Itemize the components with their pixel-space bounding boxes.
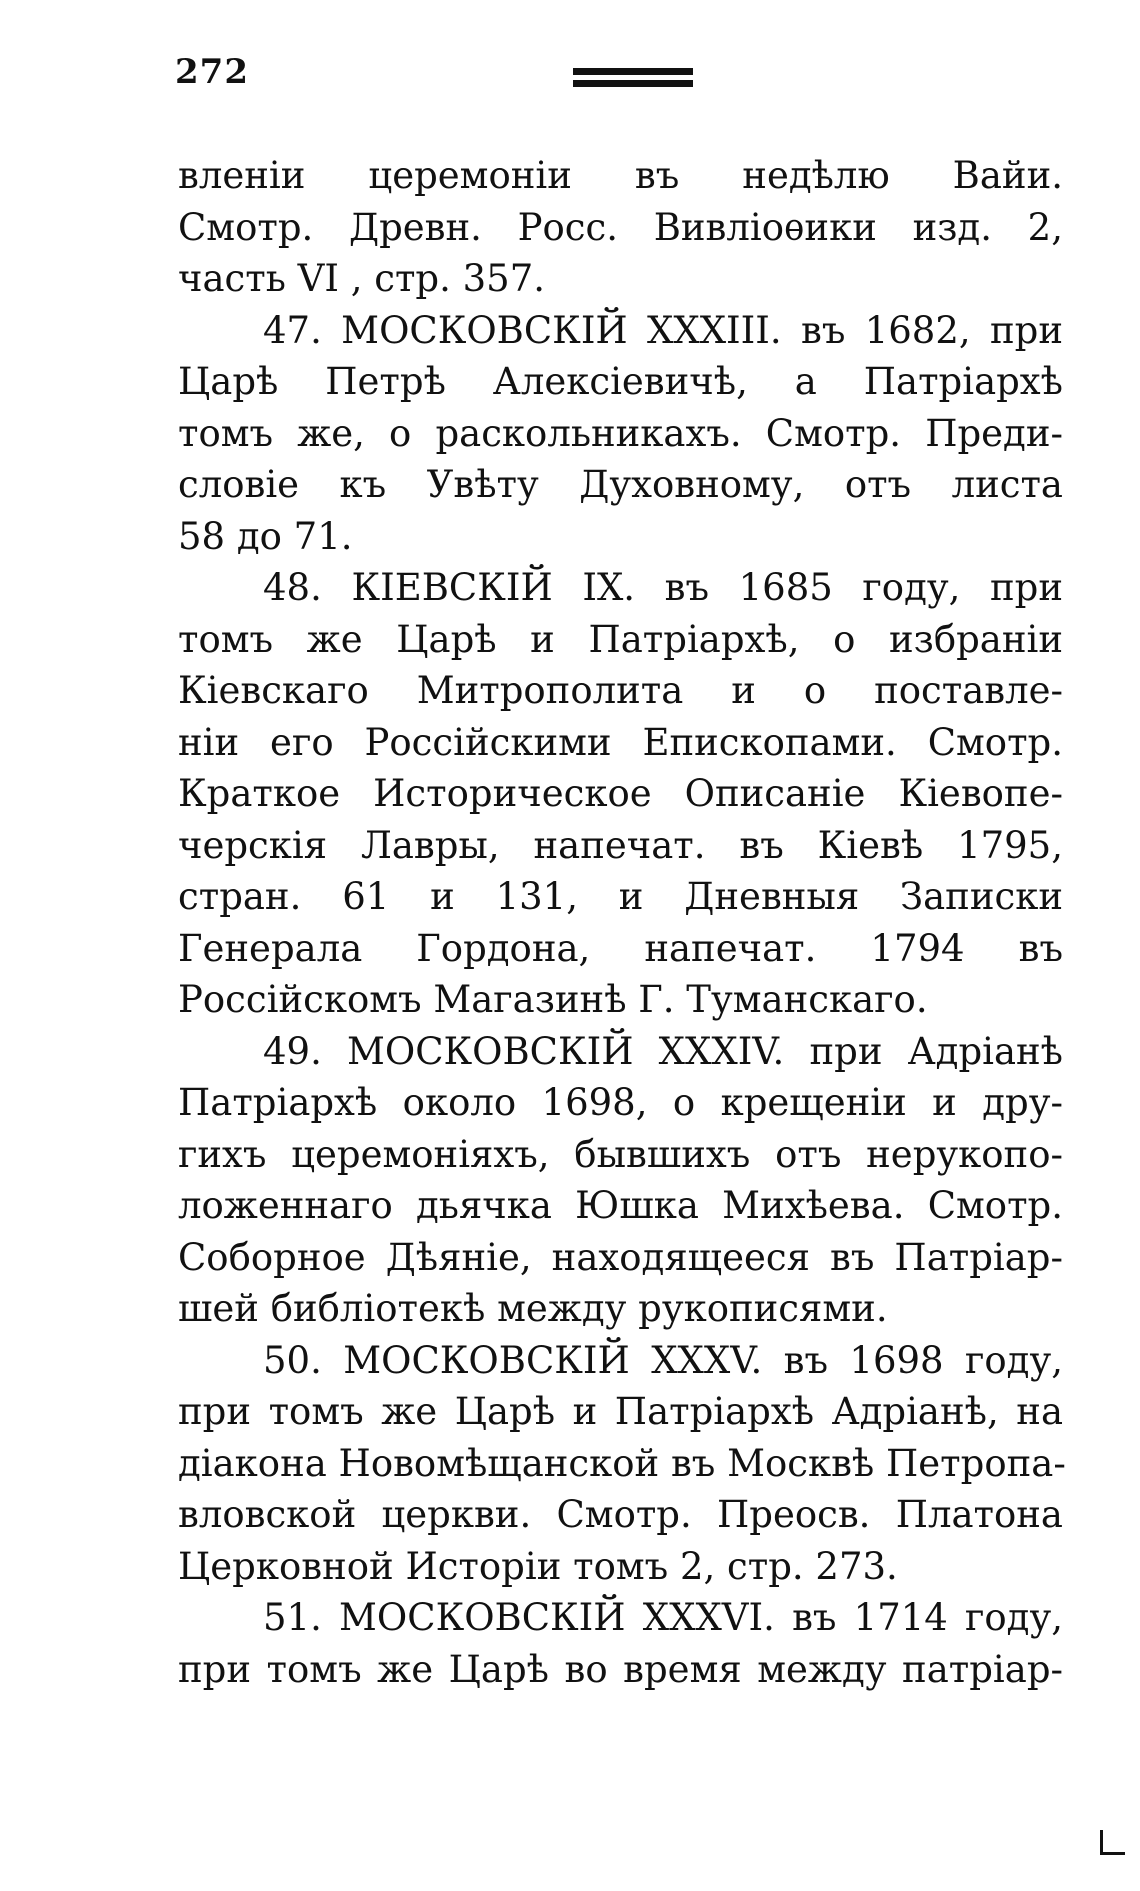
text-line: при томъ же Царѣ и Патріархѣ Адріанѣ, на bbox=[178, 1390, 1063, 1433]
text-line: томъ же Царѣ и Патріархѣ, о избраніи bbox=[178, 617, 1063, 661]
text-line: Россійскомъ Магазинѣ Г. Туманскаго. bbox=[178, 978, 928, 1021]
body-text bbox=[178, 150, 1066, 1695]
text-line: діакона Новомѣщанской въ Москвѣ Петропа- bbox=[178, 1441, 1066, 1485]
text-line: ложеннаго дьячка Юшка Михѣева. Смотр. bbox=[178, 1184, 1063, 1227]
text-line: Патріархѣ около 1698, о крещеніи и дру- bbox=[178, 1081, 1063, 1124]
page-number: 272 bbox=[175, 52, 249, 92]
text-line: Смотр. Древн. Росс. Вивліоѳики изд. 2, bbox=[178, 205, 1063, 249]
text-line: Соборное Дѣяніе, находящееся въ Патріар- bbox=[178, 1235, 1063, 1279]
text-line: 49. МОСКОВСКІЙ XXXIV. при Адріанѣ bbox=[263, 1029, 1063, 1073]
text-line: шей библіотекѣ между рукописями. bbox=[178, 1287, 888, 1330]
text-line: 51. МОСКОВСКІЙ XXXVI. въ 1714 году, bbox=[263, 1596, 1063, 1639]
text-line: томъ же, о раскольникахъ. Смотр. Преди- bbox=[178, 411, 1063, 455]
text-line: черскія Лавры, напечат. въ Кіевѣ 1795, bbox=[178, 823, 1063, 867]
text-line: при томъ же Царѣ во время между патріар- bbox=[178, 1647, 1063, 1691]
text-line: Царѣ Петрѣ Алексіевичѣ, а Патріархѣ bbox=[178, 360, 1063, 403]
header-rule bbox=[573, 68, 693, 75]
header-rule bbox=[573, 80, 693, 87]
text-line: словіе къ Увѣту Духовному, отъ листа bbox=[178, 463, 1063, 506]
text-line: 50. МОСКОВСКІЙ XXXV. въ 1698 году, bbox=[263, 1338, 1063, 1382]
text-line: Церковной Исторіи томъ 2, стр. 273. bbox=[178, 1544, 898, 1588]
text-line: 47. МОСКОВСКІЙ XXXIII. въ 1682, при bbox=[263, 308, 1063, 352]
text-line: Кіевскаго Митрополита и о поставле- bbox=[178, 669, 1063, 712]
text-line: вленіи церемоніи въ недѣлю Вайи. bbox=[178, 154, 1063, 197]
text-line: Генерала Гордона, напечат. 1794 въ bbox=[178, 926, 1063, 970]
text-line: гихъ церемоніяхъ, бывшихъ отъ нерукопо- bbox=[178, 1132, 1063, 1176]
text-line: стран. 61 и 131, и Дневныя Записки bbox=[178, 875, 1063, 918]
text-line: 58 до 71. bbox=[178, 514, 353, 558]
text-line: часть VI , стр. 357. bbox=[178, 257, 546, 300]
corner-mark bbox=[1100, 1830, 1125, 1855]
text-line: 48. КІЕВСКІЙ IX. въ 1685 году, при bbox=[263, 566, 1063, 609]
text-line: вловской церкви. Смотр. Преосв. Платона bbox=[178, 1493, 1063, 1536]
text-line: ніи его Россійскими Епископами. Смотр. bbox=[178, 720, 1063, 764]
text-line: Краткое Историческое Описаніе Кіевопе- bbox=[178, 772, 1063, 815]
